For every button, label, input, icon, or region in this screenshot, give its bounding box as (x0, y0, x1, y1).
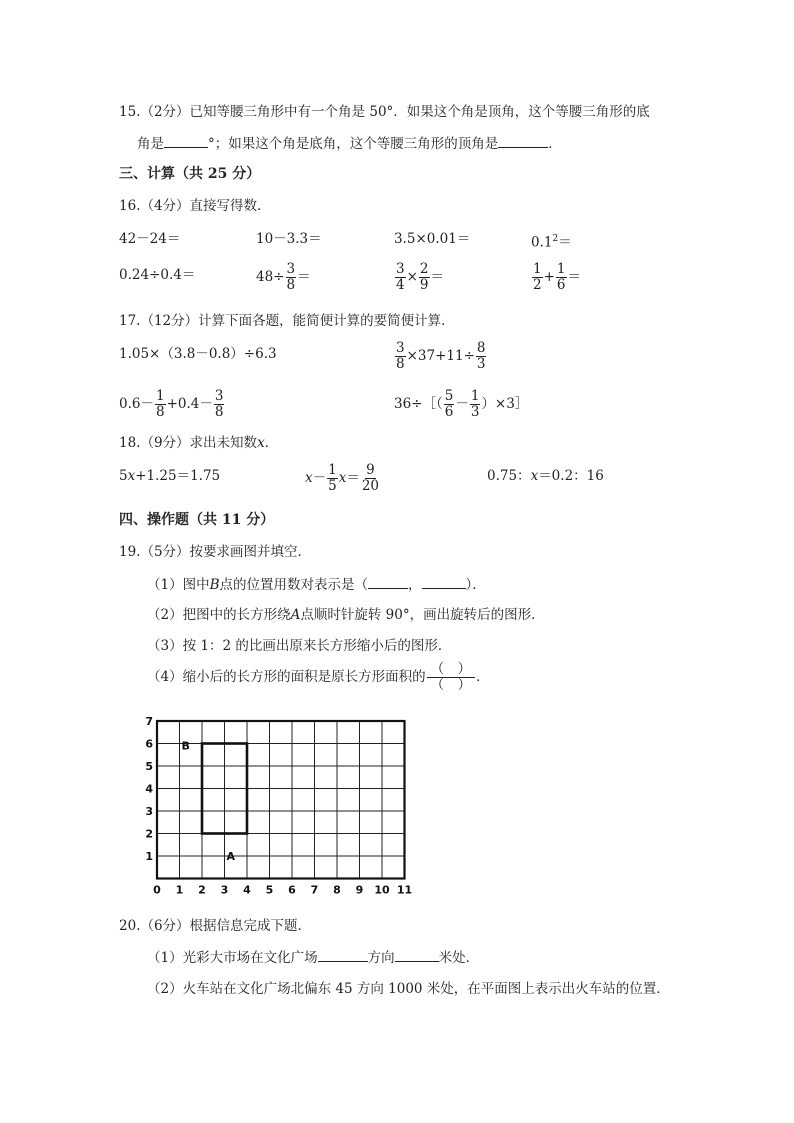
q16-r1-c3: 3.5×0.01＝ (394, 231, 471, 247)
numerator: 1 (556, 261, 566, 277)
minus: － (455, 396, 469, 412)
q19-title: 19.（5分）按要求画图并填空． (119, 544, 312, 560)
fraction (395, 262, 406, 293)
y-axis-label: 7 (145, 715, 153, 728)
equals: ＝ (567, 269, 581, 285)
y-axis-label: 6 (145, 737, 153, 751)
q15-blank-1[interactable] (164, 133, 208, 148)
numerator: 5 (444, 388, 454, 404)
q15-text-b: °；如果这个角是底角，这个等腰三角形的顶角是 (208, 136, 499, 152)
numerator: 3 (214, 388, 224, 404)
q20-sub-1-b: 方向 (367, 950, 395, 966)
q19-sub-3: （3）按 1：2 的比画出原来长方形缩小后的图形． (147, 638, 452, 654)
q16-base: 0.1 (531, 234, 553, 251)
y-axis-label: 2 (145, 827, 153, 841)
x-axis-label: 1 (175, 883, 184, 897)
fraction (419, 262, 430, 293)
equals: ＝ (297, 269, 311, 285)
fraction (286, 262, 297, 293)
q17-expr-2-mid: ×37+11÷ (406, 348, 475, 364)
q16-r1-c1: 42－24＝ (119, 231, 181, 247)
q20-sub-2: （2）火车站在文化广场北偏东 45 方向 1000 米处，在平面图上表示出火车站的位置． (147, 981, 670, 997)
q15-line1: 15.（2分）已知等腰三角形中有一个角是 50°．如果这个角是顶角，这个等腰三角形的底 (119, 104, 650, 120)
q16-title: 16.（4分）直接写得数． (119, 198, 271, 214)
q16-48div: 48÷ (256, 269, 285, 285)
denominator: 6 (556, 277, 566, 293)
q20-title: 20.（6分）根据信息完成下题． (119, 918, 312, 934)
q20-blank-direction[interactable] (318, 947, 368, 962)
minus: － (312, 470, 327, 486)
denominator: 5 (328, 478, 337, 494)
fraction (155, 389, 166, 420)
x-axis-label: 4 (243, 883, 251, 897)
q19-sub-1 (147, 574, 486, 595)
q19-sub-4-end: ． (476, 669, 490, 685)
grid-border (157, 721, 405, 879)
numerator-blank[interactable]: （ ） (427, 662, 476, 678)
fraction (444, 389, 455, 420)
q15-text-a: 角是 (137, 136, 164, 152)
q19-sub-1-c: ）． (465, 577, 486, 593)
variable-x: x (338, 470, 347, 486)
q19-sub-1-b: 点的位置用数对表示是（ (219, 577, 369, 593)
q19-sub-4-a: （4）缩小后的长方形的面积是原长方形面积的 (147, 669, 426, 685)
variable-x: x (257, 435, 265, 451)
denominator: 8 (286, 277, 296, 293)
equals: ＝ (346, 470, 360, 486)
q18-eq-3 (487, 466, 604, 486)
x-axis-label: 8 (333, 883, 341, 897)
x-axis-label: 11 (396, 883, 413, 897)
x-axis-label: 5 (265, 883, 274, 897)
x-axis-label: 10 (374, 883, 390, 897)
q18-eq-3-a: 0.75： (487, 468, 531, 484)
variable-x: x (305, 470, 313, 486)
fraction (556, 262, 567, 293)
q19-blank-x[interactable] (368, 574, 408, 589)
q16-r2-c2 (256, 262, 311, 293)
q18-eq-3-b: ＝0.2：16 (538, 468, 604, 484)
section-3-heading: 三、计算（共 25 分） (119, 166, 261, 182)
section-4-heading: 四、操作题（共 11 分） (119, 512, 275, 528)
point-b-label: B (181, 739, 190, 753)
q18-eq-1-coef: 5 (119, 468, 128, 484)
numerator: 9 (366, 462, 375, 478)
x-axis-label: 6 (288, 883, 296, 897)
point-b-ref: B (209, 577, 220, 593)
x-axis-label: 9 (355, 883, 364, 897)
q20-blank-distance[interactable] (395, 947, 439, 962)
times: × (406, 269, 418, 285)
q20-sub-1-a: （1）光彩大市场在文化广场 (147, 950, 318, 966)
q17-expr-3-a: 0.6－ (119, 396, 154, 412)
q17-title: 17.（12分）计算下面各题，能简便计算的要简便计算． (119, 313, 455, 329)
denominator-blank[interactable]: （ ） (430, 677, 472, 693)
q16-eq: ＝ (558, 234, 572, 251)
q16-r1-c4 (531, 229, 572, 253)
fraction (532, 262, 543, 293)
q15-blank-2[interactable] (498, 133, 548, 148)
q18-eq-1 (119, 466, 220, 486)
denominator: 6 (444, 404, 454, 420)
q19-sub-2-b: 点顺时针旋转 90°，画出旋转后的图形． (300, 607, 545, 623)
denominator: 4 (396, 277, 405, 293)
x-axis-label: 7 (310, 883, 319, 897)
q15-text-c: ． (548, 136, 562, 152)
q20-sub-1-c: 米处． (438, 950, 480, 966)
y-axis-label: 4 (145, 782, 153, 796)
q16-exponent: 2 (552, 234, 559, 244)
q15-line2 (137, 133, 562, 154)
q18-eq-2 (305, 463, 381, 494)
q18-eq-1-rest: +1.25＝1.75 (135, 468, 221, 484)
q16-r2-c1: 0.24÷0.4＝ (119, 267, 196, 283)
q16-r2-c4 (531, 262, 581, 293)
y-axis-label: 5 (145, 760, 153, 773)
denominator: 8 (155, 404, 165, 420)
q17-expr-4-b: ）×3］ (481, 396, 529, 412)
answer-fraction[interactable] (427, 662, 476, 693)
q17-expr-3 (119, 389, 225, 420)
q18-title-text: 18.（9分）求出未知数 (119, 435, 258, 451)
q18-title (119, 433, 278, 453)
comma: ， (408, 577, 422, 593)
fraction (214, 389, 225, 420)
x-axis-label: 2 (198, 883, 206, 897)
point-a-ref: A (290, 607, 301, 623)
y-axis-label: 1 (145, 850, 153, 863)
numerator: 8 (476, 340, 486, 356)
q16-r1-c2: 10－3.3＝ (256, 231, 322, 247)
denominator: 2 (533, 277, 542, 293)
numerator: 1 (328, 462, 337, 478)
denominator: 8 (396, 356, 405, 372)
q19-sub-1-a: （1）图中 (147, 577, 210, 593)
point-a-label: A (226, 850, 236, 863)
fraction (395, 341, 406, 372)
fraction (476, 341, 487, 372)
denominator: 20 (361, 478, 380, 494)
numerator: 2 (419, 261, 429, 277)
q19-blank-y[interactable] (422, 574, 466, 589)
numerator: 1 (470, 388, 480, 404)
q16-r2-c3 (394, 262, 444, 293)
q17-expr-4-a: 36÷［（ (394, 396, 443, 412)
plus: + (543, 269, 555, 285)
variable-x: x (530, 468, 539, 484)
q20-sub-1 (147, 947, 479, 968)
q19-sub-4 (147, 662, 490, 693)
q17-expr-3-mid: +0.4－ (166, 396, 213, 412)
denominator: 9 (419, 277, 429, 293)
fraction (470, 389, 481, 420)
x-axis-label: 0 (153, 883, 161, 897)
denominator: 3 (470, 404, 480, 420)
numerator: 3 (286, 261, 296, 277)
numerator: 1 (533, 261, 542, 277)
fraction (327, 463, 338, 494)
q19-sub-2 (147, 605, 545, 625)
numerator: 3 (396, 261, 405, 277)
coordinate-grid (135, 708, 413, 900)
denominator: 3 (476, 356, 486, 372)
x-axis-label: 3 (220, 883, 229, 897)
variable-x: x (127, 468, 136, 484)
q17-expr-1: 1.05×（3.8－0.8）÷6.3 (119, 346, 277, 362)
equals: ＝ (430, 269, 444, 285)
denominator: 8 (214, 404, 224, 420)
q17-expr-2 (394, 341, 487, 372)
q19-sub-2-a: （2）把图中的长方形绕 (147, 607, 291, 623)
q18-title-end: ． (264, 435, 279, 451)
y-axis-label: 3 (145, 805, 153, 818)
numerator: 1 (155, 388, 165, 404)
fraction (361, 463, 380, 494)
q17-expr-4 (394, 389, 528, 420)
numerator: 3 (396, 340, 405, 356)
